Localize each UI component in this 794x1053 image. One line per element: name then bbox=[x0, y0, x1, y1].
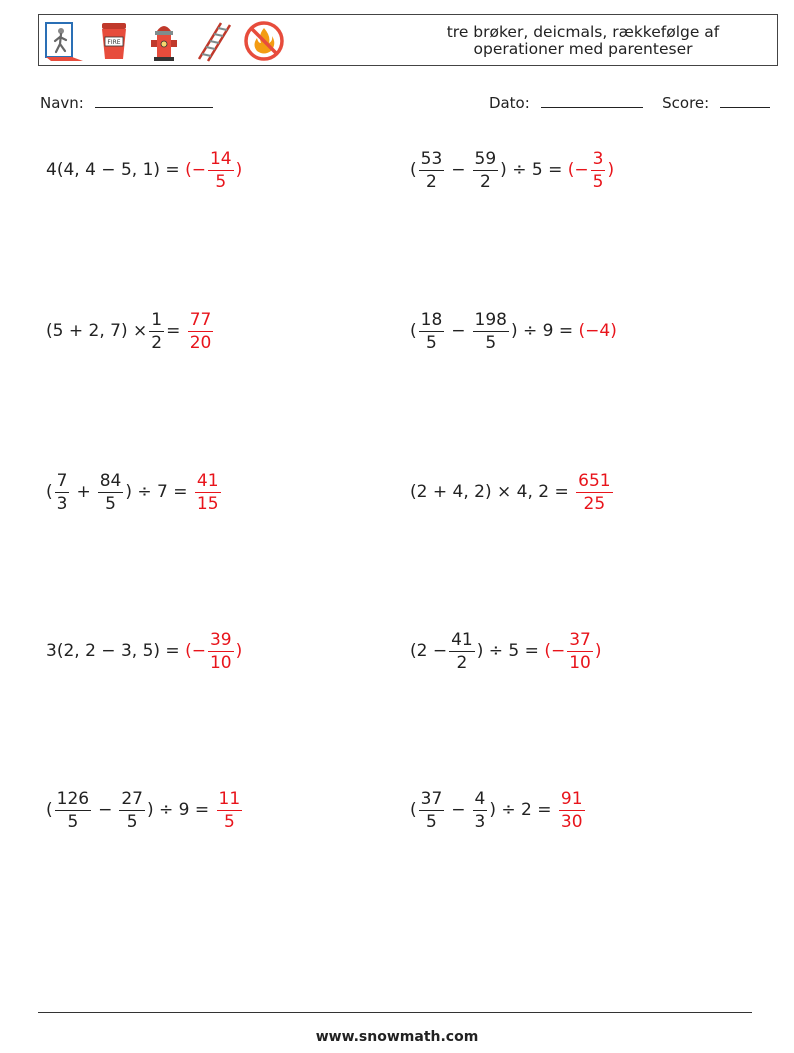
fraction bbox=[449, 630, 475, 673]
problem-5 bbox=[46, 464, 223, 520]
numerator: 41 bbox=[451, 629, 473, 650]
emergency-exit-icon bbox=[43, 19, 85, 63]
problem-4 bbox=[410, 303, 617, 359]
problem-9-answer bbox=[215, 789, 245, 832]
expression-rest: ) ÷ 5 = bbox=[500, 160, 563, 180]
problem-3-answer bbox=[186, 310, 216, 353]
date-score-row bbox=[489, 93, 770, 112]
problem-1-answer bbox=[185, 149, 242, 192]
problem-10 bbox=[410, 782, 587, 838]
numerator: 1 bbox=[151, 309, 163, 330]
answer-fraction bbox=[195, 471, 221, 514]
problem-5-answer bbox=[193, 471, 223, 514]
footer-divider bbox=[38, 1012, 752, 1013]
title-line-2: operationer med parenteser bbox=[473, 40, 693, 58]
problem-3 bbox=[46, 303, 215, 359]
answer-paren-close: ) bbox=[235, 641, 243, 661]
operator: − bbox=[451, 160, 466, 180]
fraction bbox=[149, 310, 164, 353]
answer-paren-close: ) bbox=[594, 641, 602, 661]
answer-paren-close: ) bbox=[607, 160, 615, 180]
numerator: 3 bbox=[592, 148, 604, 169]
answer-fraction bbox=[208, 149, 234, 192]
denominator: 2 bbox=[456, 652, 468, 673]
problem-2-answer bbox=[568, 149, 614, 192]
denominator: 30 bbox=[560, 811, 583, 832]
problem-8-expression: (2 − bbox=[410, 641, 448, 661]
fraction bbox=[55, 789, 91, 832]
denominator: 5 bbox=[426, 332, 437, 353]
answer-fraction bbox=[188, 310, 214, 353]
denominator: 5 bbox=[426, 811, 437, 832]
answer-paren-open: (− bbox=[544, 641, 566, 661]
numerator: 39 bbox=[209, 629, 232, 650]
problem-10-answer bbox=[557, 789, 587, 832]
header-box bbox=[38, 14, 778, 66]
score-field[interactable] bbox=[720, 93, 770, 108]
denominator: 25 bbox=[583, 493, 606, 514]
ladder-icon bbox=[193, 19, 235, 63]
answer-fraction bbox=[576, 471, 612, 514]
name-label: Navn: bbox=[40, 94, 84, 112]
expression-rest: ) ÷ 7 = bbox=[125, 482, 188, 502]
operator: − bbox=[98, 800, 113, 820]
numerator: 14 bbox=[209, 148, 232, 169]
paren-open: ( bbox=[46, 800, 53, 820]
denominator: 5 bbox=[223, 811, 235, 832]
expression-rest: ) ÷ 2 = bbox=[489, 800, 552, 820]
answer-fraction bbox=[208, 630, 234, 673]
numerator: 4 bbox=[474, 788, 486, 809]
numerator: 37 bbox=[569, 629, 591, 650]
fraction bbox=[419, 310, 445, 353]
fraction bbox=[419, 149, 445, 192]
numerator: 91 bbox=[560, 788, 583, 809]
title-line-1: tre brøker, deicmals, rækkefølge af bbox=[446, 23, 720, 41]
problem-1-expression: 4(4, 4 − 5, 1) = bbox=[46, 160, 180, 180]
icon-strip bbox=[43, 18, 285, 64]
svg-text:FIRE: FIRE bbox=[107, 39, 121, 46]
answer-fraction bbox=[591, 149, 606, 192]
denominator: 20 bbox=[189, 332, 212, 353]
answer-fraction bbox=[559, 789, 585, 832]
answer-paren-close: ) bbox=[235, 160, 243, 180]
denominator: 3 bbox=[56, 493, 68, 514]
paren-open: ( bbox=[46, 482, 53, 502]
operator: + bbox=[76, 482, 91, 502]
numerator: 7 bbox=[56, 470, 68, 491]
denominator: 5 bbox=[105, 493, 116, 514]
denominator: 5 bbox=[67, 811, 79, 832]
operator: − bbox=[451, 321, 466, 341]
denominator: 5 bbox=[592, 171, 604, 192]
fraction bbox=[473, 789, 488, 832]
fire-hydrant-icon bbox=[143, 19, 185, 63]
problem-7-answer bbox=[185, 630, 242, 673]
expression-rest: ) ÷ 9 = bbox=[146, 800, 210, 820]
problem-2 bbox=[410, 142, 614, 198]
operator: − bbox=[451, 800, 466, 820]
expression-rest: ) ÷ 5 = bbox=[476, 641, 539, 661]
denominator: 2 bbox=[426, 171, 437, 192]
answer-paren-open: (− bbox=[567, 160, 589, 180]
fraction bbox=[473, 310, 509, 353]
problem-8-answer bbox=[544, 630, 601, 673]
equals: = bbox=[166, 321, 181, 341]
footer-url[interactable]: www.snowmath.com bbox=[315, 1029, 479, 1045]
numerator: 37 bbox=[420, 788, 443, 809]
answer-fraction bbox=[567, 630, 593, 673]
numerator: 11 bbox=[218, 788, 241, 809]
answer-paren-open: (− bbox=[185, 160, 206, 180]
problem-7 bbox=[46, 623, 242, 679]
problem-9 bbox=[46, 782, 244, 838]
answer-paren-open: (− bbox=[185, 641, 206, 661]
answer-fraction bbox=[217, 789, 243, 832]
date-label: Dato: bbox=[488, 94, 530, 112]
expression-rest: ) ÷ 9 = bbox=[510, 321, 574, 341]
denominator: 2 bbox=[479, 171, 491, 192]
numerator: 126 bbox=[56, 788, 90, 809]
denominator: 15 bbox=[196, 493, 219, 514]
fraction bbox=[419, 789, 445, 832]
paren-open: ( bbox=[410, 800, 417, 820]
fraction bbox=[473, 149, 499, 192]
numerator: 41 bbox=[196, 470, 219, 491]
numerator: 27 bbox=[121, 788, 143, 809]
date-field[interactable] bbox=[541, 93, 643, 108]
problem-1 bbox=[46, 142, 242, 198]
denominator: 3 bbox=[474, 811, 486, 832]
fraction bbox=[55, 471, 70, 514]
denominator: 5 bbox=[215, 171, 227, 192]
numerator: 198 bbox=[474, 309, 507, 330]
problem-4-answer: (−4) bbox=[578, 321, 617, 341]
fire-bucket-icon bbox=[93, 19, 135, 63]
denominator: 5 bbox=[126, 811, 138, 832]
denominator: 10 bbox=[209, 652, 232, 673]
paren-open: ( bbox=[410, 160, 417, 180]
problem-6 bbox=[410, 464, 615, 520]
denominator: 10 bbox=[569, 652, 591, 673]
name-row bbox=[40, 93, 213, 112]
fraction bbox=[119, 789, 145, 832]
problem-6-expression: (2 + 4, 2) × 4, 2 = bbox=[410, 482, 569, 502]
denominator: 2 bbox=[151, 332, 163, 353]
problem-6-answer bbox=[574, 471, 614, 514]
numerator: 59 bbox=[474, 148, 497, 169]
problem-3-expression: (5 + 2, 7) × bbox=[46, 321, 148, 341]
name-field[interactable] bbox=[95, 93, 213, 108]
no-fire-icon bbox=[243, 19, 285, 63]
numerator: 18 bbox=[420, 309, 443, 330]
score-label: Score: bbox=[662, 94, 710, 112]
problem-8 bbox=[410, 623, 601, 679]
numerator: 651 bbox=[578, 470, 611, 491]
worksheet-title bbox=[399, 24, 767, 58]
numerator: 53 bbox=[420, 148, 443, 169]
denominator: 5 bbox=[485, 332, 497, 353]
numerator: 77 bbox=[189, 309, 212, 330]
numerator: 84 bbox=[99, 470, 122, 491]
paren-open: ( bbox=[410, 321, 417, 341]
problem-7-expression: 3(2, 2 − 3, 5) = bbox=[46, 641, 180, 661]
fraction bbox=[98, 471, 124, 514]
